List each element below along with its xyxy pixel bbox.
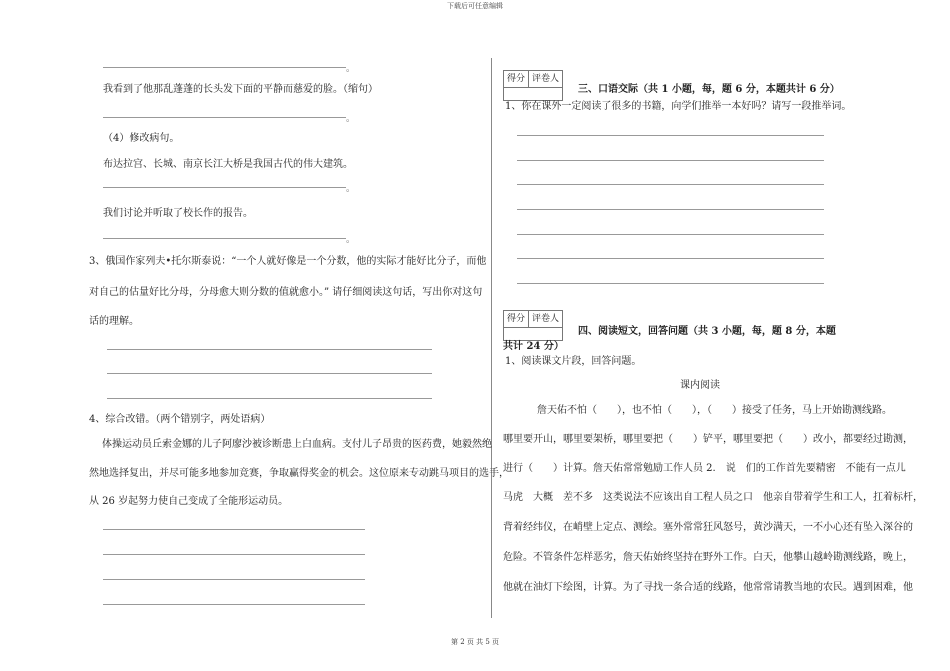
question-4-heading: 4、综合改错。（两个错别字，两处语病）	[89, 414, 271, 425]
paragraph-line-2: 然地选择复出，并尽可能多地参加竞赛，争取赢得奖金的机会。这位原来专动跳马项目的选手，	[89, 468, 509, 479]
score-label: 得分	[507, 314, 526, 324]
reading-line-1: 詹天佑不怕（ ），也不怕（ ），（ ）接受了任务，马上开始勘测线路。	[537, 405, 892, 416]
header-note: 下载后可任意编辑	[447, 2, 503, 10]
reading-line-5: 背着经纬仪，在峭壁上定点、测绘。塞外常常狂风怒号，黄沙满天，一不小心还有坠入深谷的	[503, 522, 913, 533]
paragraph-line-3: 从 26 岁起努力使自己变成了全能形运动员。	[89, 496, 289, 507]
answer-line[interactable]	[517, 209, 824, 210]
answer-line[interactable]	[517, 258, 824, 259]
answer-line[interactable]	[517, 135, 824, 136]
fix-sentence-2: 我们讨论并听取了校长作的报告。	[103, 208, 253, 219]
answer-line[interactable]	[103, 554, 365, 555]
answer-line[interactable]	[107, 398, 432, 399]
reviewer-label: 评卷人	[528, 311, 562, 327]
score-label: 得分	[507, 74, 526, 84]
reading-line-6: 危险。不管条件怎样恶劣，詹天佑始终坚持在野外工作。白天，他攀山越岭勘测线路，晚上，	[503, 552, 913, 563]
section-3-title: 三、口语交际（共 1 小题，每，题 6 分，本题共计 6 分）	[578, 84, 840, 95]
answer-line[interactable]	[517, 160, 824, 161]
fix-sentence-heading: （4）修改病句。	[103, 133, 180, 144]
score-entry-cell[interactable]	[503, 328, 563, 341]
column-divider	[491, 58, 492, 618]
page-number: 第 2 页 共 5 页	[450, 638, 500, 646]
reading-line-3: 进行（ ）计算。詹天佑常常勉励工作人员 2. 说 们的工作首先要精密 不能有一点儿	[503, 463, 906, 474]
answer-line[interactable]	[103, 238, 346, 239]
question-3-line-2: 对自己的估量好比分母，分母愈大则分数的值就愈小。” 请仔细阅读这句话，写出你对这句	[89, 287, 483, 298]
reading-line-2: 哪里要开山，哪里要架桥，哪里要把（ ）铲平，哪里要把（ ）改小，都要经过勘测，	[503, 434, 913, 445]
answer-line[interactable]	[103, 117, 346, 118]
answer-line[interactable]	[107, 373, 432, 374]
shrink-sentence-prompt: 我看到了他那乱蓬蓬的长头发下面的平静而慈爱的脸。（缩句）	[103, 84, 378, 95]
line-end-mark: 。	[346, 114, 356, 124]
score-entry-cell[interactable]	[503, 88, 563, 101]
question-3-line-3: 话的理解。	[89, 316, 139, 327]
answer-line[interactable]	[517, 283, 824, 284]
answer-line[interactable]	[517, 234, 824, 235]
reading-title: 课内阅读	[680, 380, 720, 391]
answer-line[interactable]	[103, 604, 365, 605]
question-3-line-1: 3、俄国作家列夫•托尔斯泰说：“一个人就好像是一个分数，他的实际才能好比分子，而他	[89, 256, 487, 267]
answer-line[interactable]	[103, 67, 346, 68]
answer-line[interactable]	[103, 529, 365, 530]
score-box-section-4	[503, 310, 563, 341]
line-end-mark: 。	[346, 235, 356, 245]
line-end-mark: 。	[346, 184, 356, 194]
answer-line[interactable]	[103, 187, 346, 188]
reading-line-7: 他就在油灯下绘图，计算。为了寻找一条合适的线路，他常常请教当地的农民。遇到困难，他	[503, 582, 913, 593]
score-box-section-3	[503, 70, 563, 101]
section-4-question-1: 1、阅读课文片段，回答问题。	[505, 356, 642, 367]
section-4-title-line-1: 四、阅读短文，回答问题（共 3 小题，每，题 8 分，本题	[578, 326, 836, 337]
section-4-title-line-2: 共计 24 分）	[503, 341, 564, 352]
paragraph-line-1: 体操运动员丘索金娜的儿子阿廖沙被诊断患上白血病。支付儿子昂贵的医药费，她毅然绝	[102, 439, 492, 450]
answer-line[interactable]	[517, 184, 824, 185]
reading-line-4: 马虎 大概 差不多 这类说法不应该出自工程人员之口 他亲自带着学生和工人，扛着标杆，	[503, 492, 923, 503]
section-3-question-1: 1、你在课外一定阅读了很多的书籍，向学们推举一本好吗？请写一段推举词。	[505, 101, 852, 112]
fix-sentence-1: 布达拉宫、长城、南京长江大桥是我国古代的伟大建筑。	[103, 159, 353, 170]
answer-line[interactable]	[103, 579, 365, 580]
answer-line[interactable]	[107, 349, 432, 350]
reviewer-label: 评卷人	[528, 71, 562, 87]
line-end-mark: 。	[346, 64, 356, 74]
